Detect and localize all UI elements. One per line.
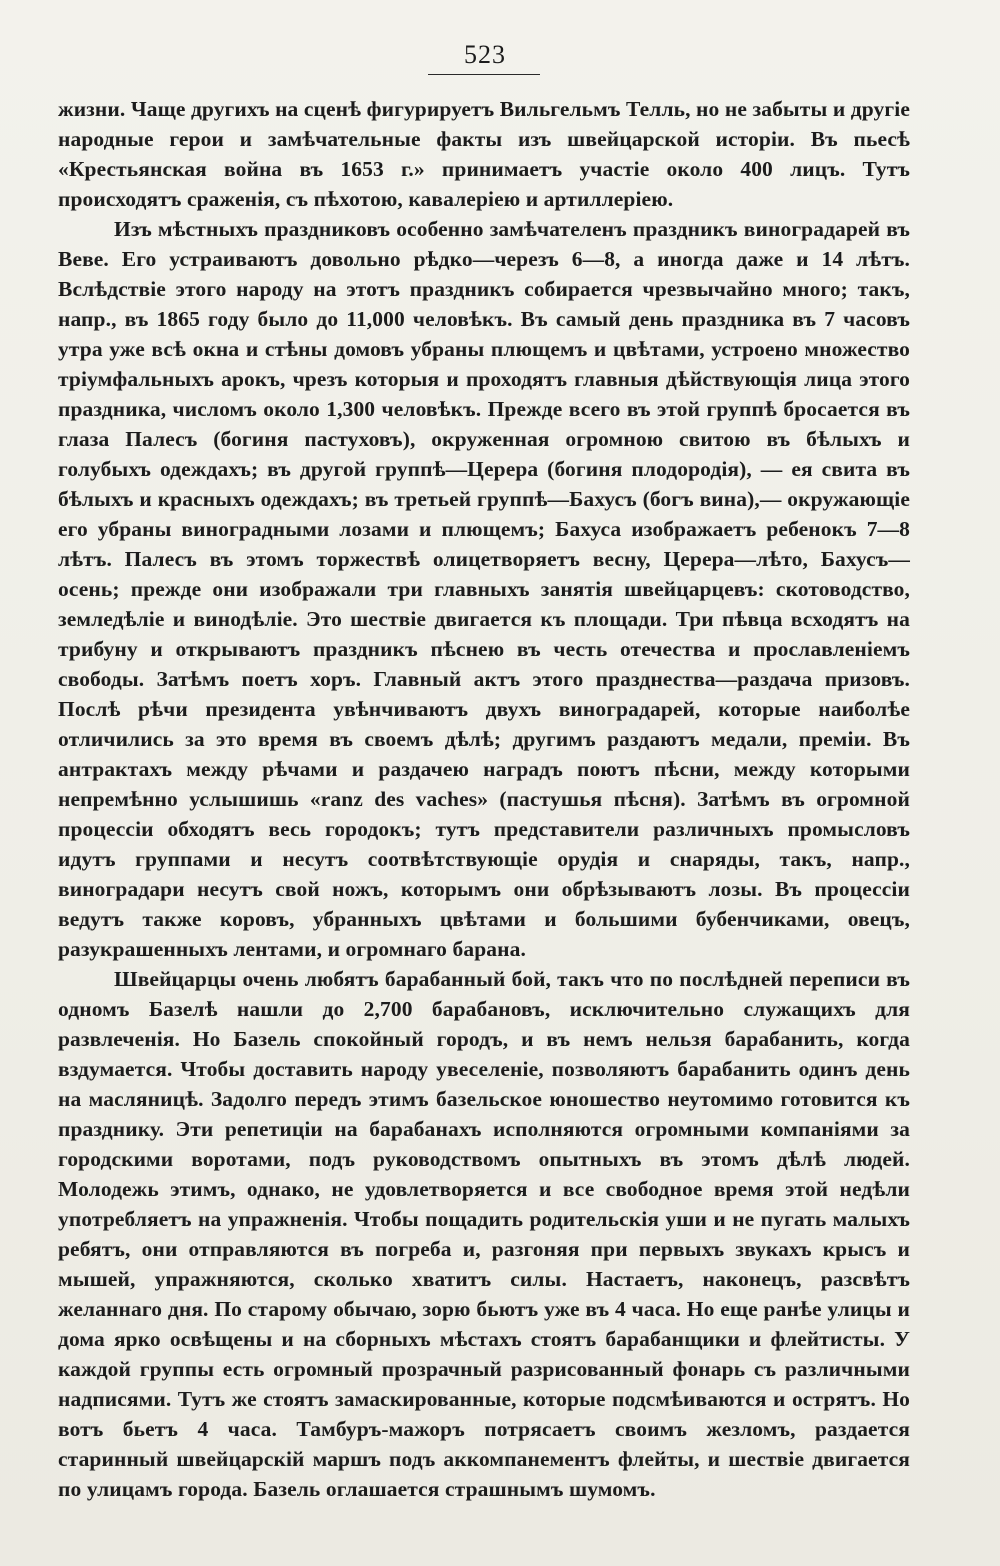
paragraph-theatre: жизни. Чаще другихъ на сценѣ фигурируетъ Вильгельмъ Телль, но не забыты и другіе народные герои и замѣчательные факты изъ швейцарской исторіи. Въ пьесѣ «Крестьянская война въ 1653 г.» принимаетъ участіе около 400 лицъ. Тутъ происходятъ сраженія, съ пѣхотою, кавалеріею и артиллеріею. bbox=[58, 97, 910, 211]
paragraph-vevey-festival: Изъ мѣстныхъ праздниковъ особенно замѣчателенъ праздникъ виноградарей въ Веве. Его устраиваютъ довольно рѣдко—черезъ 6—8, а иногда даже и 14 лѣтъ. Вслѣдствіе этого народу на этотъ праздникъ собирается чрезвычайно много; такъ, напр., въ 1865 году было до 11,000 человѣкъ. Въ самый день праздника въ 7 часовъ утра уже всѣ окна и стѣны домовъ убраны плющемъ и цвѣтами, устроено множество тріумфальныхъ арокъ, чрезъ которыя и проходятъ главныя дѣйствующія лица этого праздника, числомъ около 1,300 человѣкъ. Прежде всего въ этой группѣ бросается въ глаза Палесъ (богиня пастуховъ), окруженная огромною свитою въ бѣлыхъ и голубыхъ одеждахъ; въ другой группѣ—Церера (богиня плодородія), — ея свита въ бѣлыхъ и красныхъ одеждахъ; въ третьей группѣ—Бахусъ (богъ вина),— окружающіе его убраны виноградными лозами и плющемъ; Бахуса изображаетъ ребенокъ 7—8 лѣтъ. Палесъ въ этомъ торжествѣ олицетворяетъ весну, Церера—лѣто, Бахусъ—осень; прежде они изображали три главныхъ занятія швейцарцевъ: скотоводство, земледѣліе и винодѣліе. Это шествіе двигается къ площади. Три пѣвца всходятъ на трибуну и открываютъ праздникъ пѣснею въ честь отечества и прославленіемъ свободы. Затѣмъ поетъ хоръ. Главный актъ этого празднества—раздача призовъ. Послѣ рѣчи президента увѣнчиваютъ двухъ виноградарей, которые наиболѣе отличились за это время въ своемъ дѣлѣ; другимъ раздаютъ медали, преміи. Въ антрактахъ между рѣчами и раздачею наградъ поютъ пѣсни, между которыми непремѣнно услышишь «ranz des vaches» (пастушья пѣсня). Затѣмъ въ огромной процессіи обходятъ весь городокъ; тутъ представители различныхъ промысловъ идутъ группами и несутъ соотвѣтствующіе орудія и снаряды, такъ, напр., виноградари несутъ свой ножъ, которымъ они обрѣзываютъ лозы. Въ процессіи ведутъ также коровъ, убранныхъ цвѣтами и большими бубенчиками, овецъ, разукрашенныхъ лентами, и огромнаго барана. bbox=[58, 217, 910, 961]
body-text bbox=[58, 94, 910, 1504]
paragraph-basel-drums: Швейцарцы очень любятъ барабанный бой, такъ что по послѣдней переписи въ одномъ Базелѣ нашли до 2,700 барабановъ, исключительно служащихъ для развлеченія. Но Базель спокойный городъ, и въ немъ нельзя барабанить, когда вздумается. Чтобы доставить народу увеселеніе, позволяютъ барабанить одинъ день на масляницѣ. Задолго передъ этимъ базельское юношество неутомимо готовится къ празднику. Эти репетиціи на барабанахъ исполняются огромными компаніями за городскими воротами, подъ руководствомъ опытныхъ въ этомъ дѣлѣ людей. Молодежь этимъ, однако, не удовлетворяется и все свободное время этой недѣли употребляетъ на упражненія. Чтобы пощадить родительскія уши и не пугать малыхъ ребятъ, они отправляются въ погреба и, разгоняя при первыхъ звукахъ крысъ и мышей, упражняются, сколько хватитъ силы. Настаетъ, наконецъ, разсвѣтъ желаннаго дня. По старому обычаю, зорю бьютъ уже въ 4 часа. Но еще ранѣе улицы и дома ярко освѣщены и на сборныхъ мѣстахъ стоятъ барабанщики и флейтисты. У каждой группы есть огромный прозрачный разрисованный фонарь съ различными надписями. Тутъ же стоятъ замаскированные, которые подсмѣиваются и острятъ. Но вотъ бьетъ 4 часа. Тамбуръ-мажоръ потрясаетъ своимъ жезломъ, раздается старинный швейцарскій маршъ подъ аккомпанементъ флейты, и шествіе двигается по улицамъ города. Базель оглашается страшнымъ шумомъ. bbox=[58, 967, 910, 1501]
page-number: 523 bbox=[464, 40, 506, 69]
page-number-rule bbox=[428, 74, 540, 75]
